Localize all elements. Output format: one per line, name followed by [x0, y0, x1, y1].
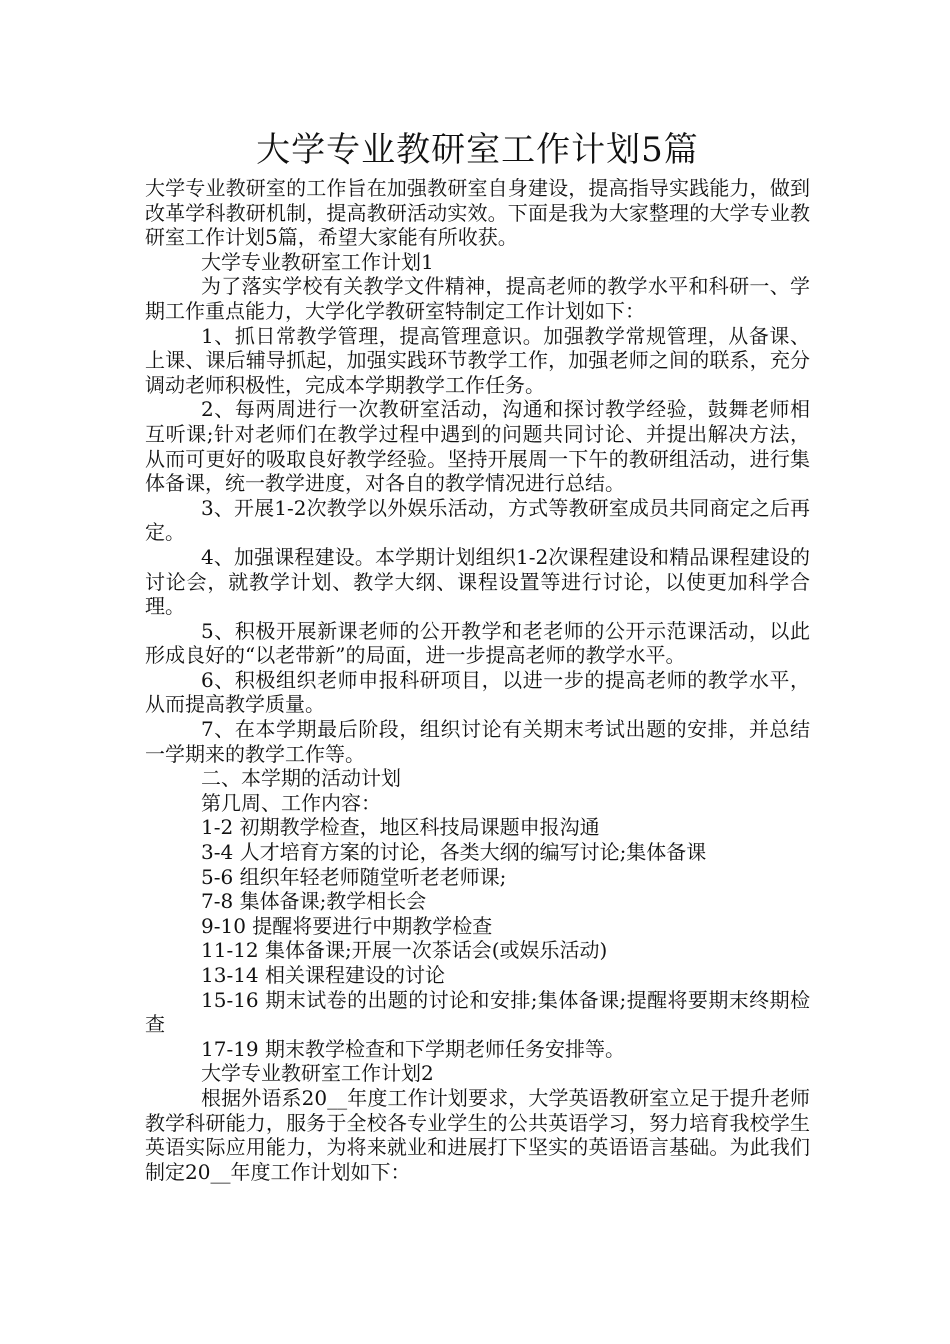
- paragraph: 3、开展1-2次教学以外娱乐活动，方式等教研室成员共同商定之后再定。: [145, 495, 810, 545]
- paragraph: 2、每两周进行一次教研室活动，沟通和探讨教学经验，鼓舞老师相互听课;针对老师们在教学过程中遇到的问题共同讨论、并提出解决方法，从而可更好的吸取良好教学经验。坚持开展周一下午的教研组活动，进行集体备课，统一教学进度，对各自的教学情况进行总结。: [145, 397, 810, 496]
- paragraph: 为了落实学校有关教学文件精神，提高老师的教学水平和科研一、学期工作重点能力，大学化学教研室特制定工作计划如下：: [145, 274, 810, 323]
- paragraph: 7-8 集体备课;教学相长会: [201, 889, 427, 914]
- paragraph: 11-12 集体备课;开展一次茶话会(或娱乐活动): [201, 938, 608, 963]
- paragraph: 第几周、工作内容：: [201, 790, 381, 815]
- paragraph: 1、抓日常教学管理，提高管理意识。加强教学常规管理，从备课、上课、课后辅导抓起，加强实践环节教学工作，加强老师之间的联系，充分调动老师积极性，完成本学期教学工作任务。: [145, 323, 810, 397]
- paragraph: 1-2 初期教学检查，地区科技局课题申报沟通: [201, 815, 600, 840]
- document-body: [145, 176, 810, 1184]
- paragraph: 17-19 期末教学检查和下学期老师任务安排等。: [201, 1036, 626, 1061]
- paragraph: 13-14 相关课程建设的讨论: [201, 963, 446, 987]
- paragraph: 15-16 期末试卷的出题的讨论和安排;集体备课;提醒将要期末终期检查: [145, 987, 810, 1037]
- paragraph: 大学专业教研室的工作旨在加强教研室自身建设，提高指导实践能力，做到改革学科教研机制，提高教研活动实效。下面是我为大家整理的大学专业教研室工作计划5篇，希望大家能有所收获。: [145, 176, 810, 250]
- document-title: 大学专业教研室工作计划5篇: [256, 130, 699, 170]
- paragraph: 5、积极开展新课老师的公开教学和老老师的公开示范课活动，以此形成良好的“以老带新”的局面，进一步提高老师的教学水平。: [145, 618, 810, 668]
- paragraph: 4、加强课程建设。本学期计划组织1-2次课程建设和精品课程建设的讨论会，就教学计划、教学大纲、课程设置等进行讨论，以使更加科学合理。: [145, 544, 810, 619]
- paragraph: 5-6 组织年轻老师随堂听老老师课;: [201, 864, 507, 889]
- paragraph: 大学专业教研室工作计划2: [201, 1061, 434, 1086]
- paragraph: 9-10 提醒将要进行中期教学检查: [201, 913, 493, 938]
- paragraph: 6、积极组织老师申报科研项目，以进一步的提高老师的教学水平，从而提高教学质量。: [145, 667, 810, 717]
- paragraph: 7、在本学期最后阶段，组织讨论有关期末考试出题的安排，并总结一学期来的教学工作等。: [145, 717, 810, 766]
- paragraph: 大学专业教研室工作计划1: [201, 249, 434, 274]
- paragraph: 二、本学期的活动计划: [201, 766, 401, 791]
- paragraph: 根据外语系20__年度工作计划要求，大学英语教研室立足于提升老师教学科研能力，服务于全校各专业学生的公共英语学习，努力培育我校学生英语实际应用能力，为将来就业和进展打下坚实的英语语言基础。为此我们制定20__年度工作计划如下：: [145, 1085, 810, 1184]
- paragraph: 3-4 人才培育方案的讨论，各类大纲的编写讨论;集体备课: [201, 840, 707, 865]
- document-page: [145, 128, 810, 1184]
